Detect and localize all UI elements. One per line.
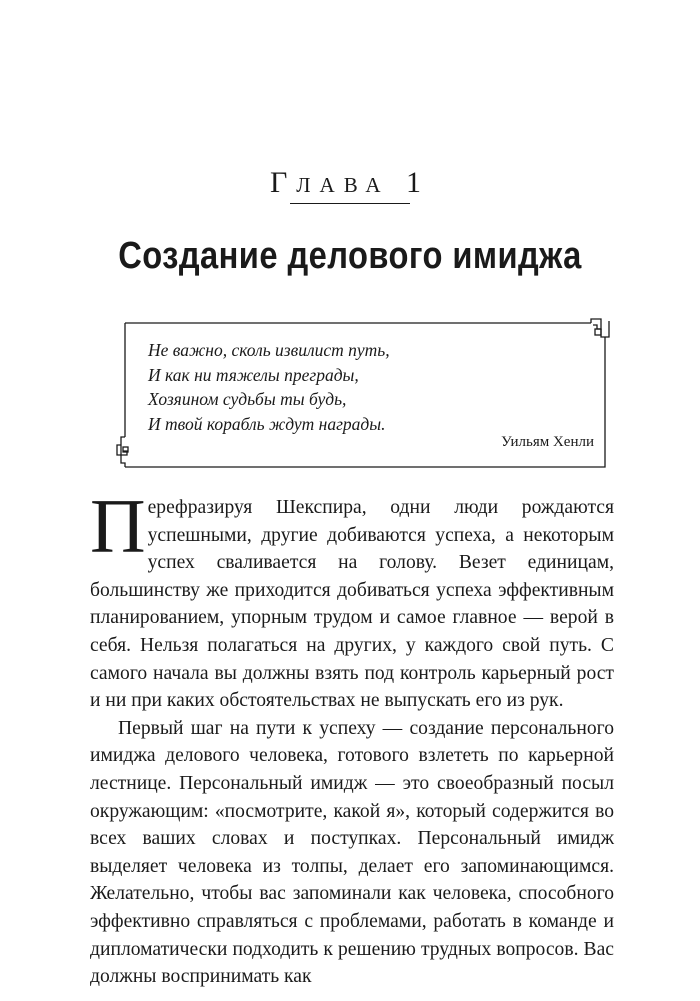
chapter-label: Глава 1 [269, 166, 431, 199]
epigraph-line: И как ни тяжелы преграды, [148, 364, 359, 385]
epigraph-line: И твой корабль ждут награды. [148, 413, 386, 434]
epigraph-author: Уильям Хенли [501, 434, 594, 450]
epigraph-verse [148, 338, 478, 436]
chapter-underline [290, 203, 410, 204]
paragraph: Первый шаг на пути к успеху — создание персонального имиджа делового человека, готового взлететь по карьерной лестнице. Персональный имидж — это своеобразный посыл окружающим: «посмотрите, какой я», который содержится во всех ваших словах и поступках. Персональный имидж выделяет человека из толпы, делает его запоминающимся. Желательно, чтобы вас запоминали как человека, способного эффективно справляться с проблемами, работать в команде и дипломатически подходить к решению трудных вопросов. Вас должны воспринимать как [90, 717, 614, 988]
chapter-title: Создание делового имиджа [118, 235, 582, 277]
body-text [90, 483, 614, 991]
drop-cap: П [90, 483, 146, 569]
paragraph [90, 483, 614, 715]
epigraph-line: Не важно, сколь извилист путь, [148, 340, 390, 360]
epigraph-line: Хозяином судьбы ты будь, [148, 389, 347, 409]
paragraph-text: ерефразируя Шекспира, одни люди рождаются успешными, другие добиваются успеха, а некоторым успех сваливается на голову. Везет единицам, большинству же приходится добиваться успеха эффективным планированием, упорным трудом и самое главное — верой в себя. Нельзя полагаться на других, у каждого свой путь. С самого начала вы должны взять под контроль карьерный рост и ни при каких обстоятельствах не выпускать его из рук. [90, 497, 614, 712]
